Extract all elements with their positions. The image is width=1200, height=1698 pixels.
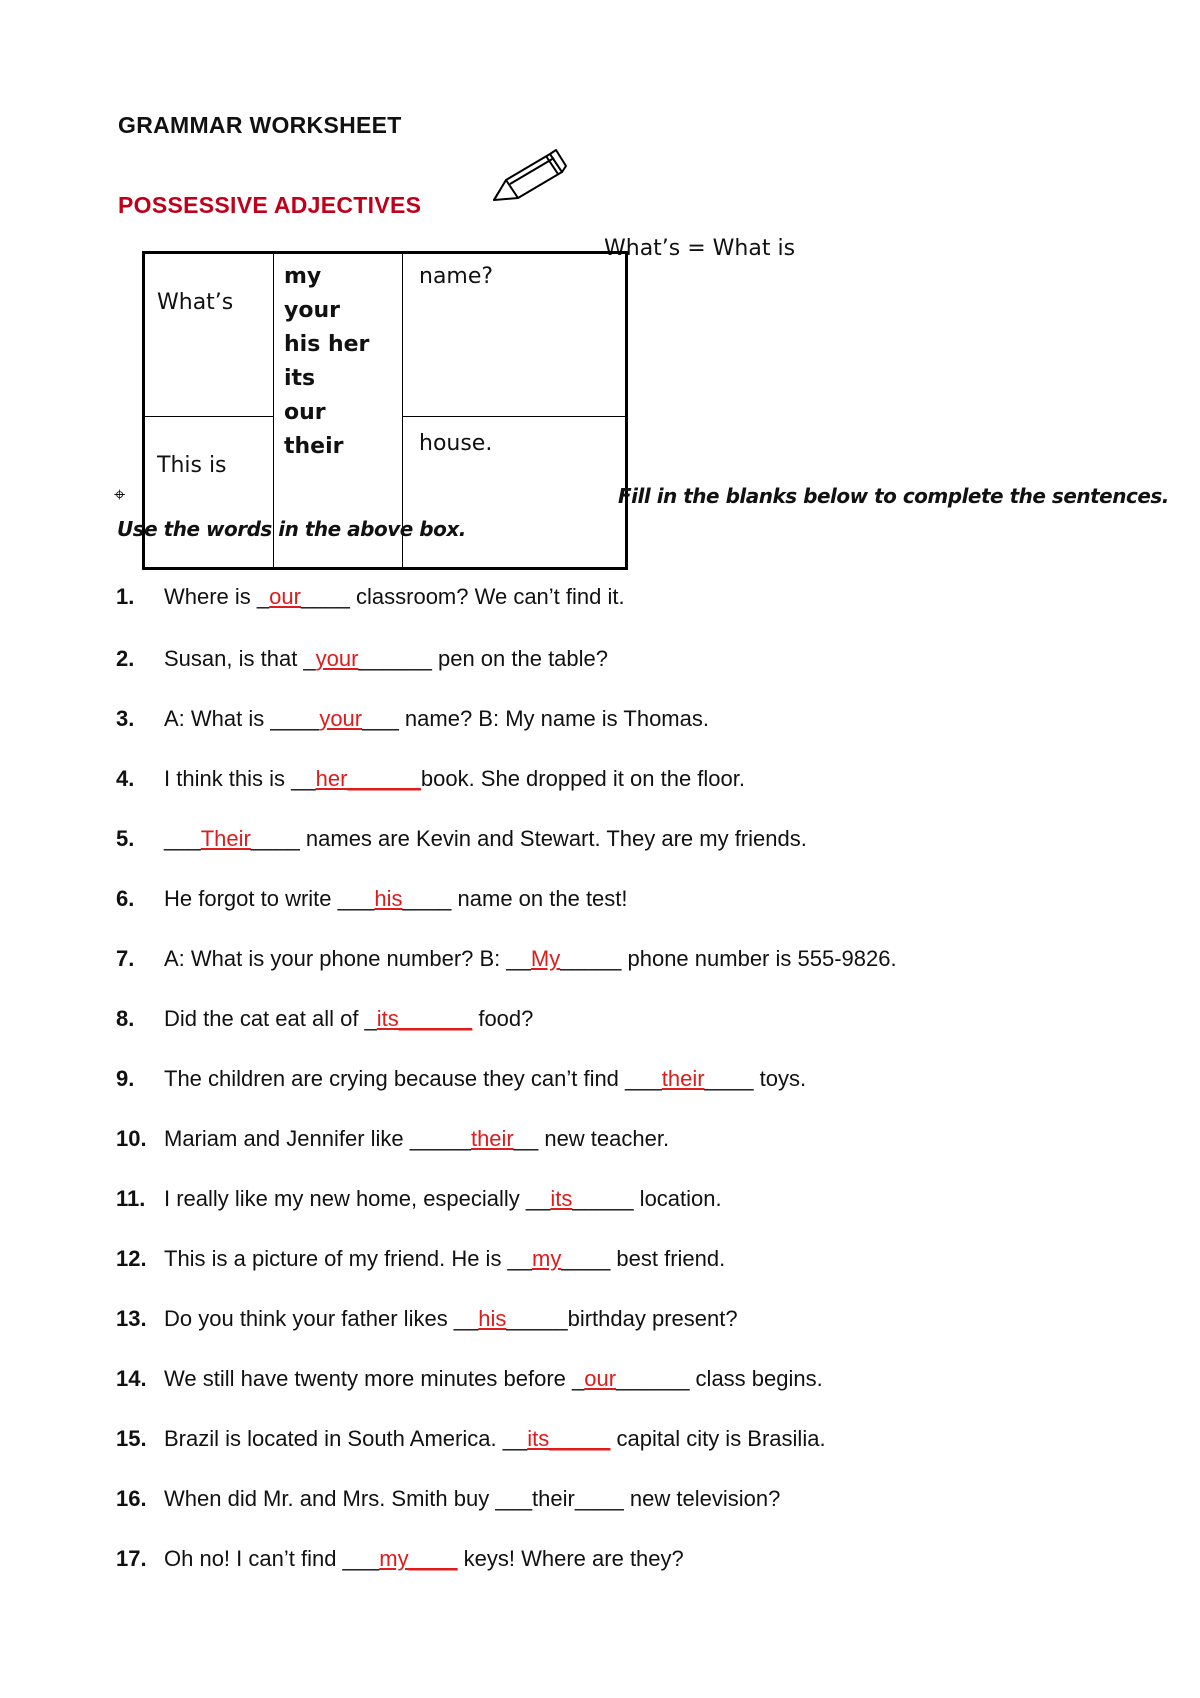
question-text-before: Susan, is that _ — [164, 646, 316, 671]
question-text-after: _____ phone number is 555-9826. — [560, 946, 897, 971]
answer-text: its______ — [376, 1006, 473, 1031]
question-item — [116, 766, 745, 792]
question-text-after: _____birthday present? — [506, 1306, 738, 1331]
answer-text: their — [470, 1126, 514, 1151]
question-text-before: This is a picture of my friend. He is __ — [164, 1246, 533, 1271]
question-text-before: Brazil is located in South America. __ — [164, 1426, 528, 1451]
question-item — [116, 886, 628, 912]
question-text-after: keys! Where are they? — [457, 1546, 684, 1571]
question-number: 8. — [116, 1006, 135, 1031]
question-number: 2. — [116, 646, 135, 671]
question-item — [116, 1066, 806, 1092]
answer-text: our — [584, 1366, 617, 1391]
question-item — [116, 1366, 823, 1392]
worksheet-title: GRAMMAR WORKSHEET — [118, 112, 402, 138]
bullet-icon: ⌖ — [114, 484, 126, 506]
box-row2-left: This is — [144, 417, 274, 569]
question-item — [116, 1246, 725, 1272]
question-item — [116, 646, 608, 672]
contraction-note: What’s = What is — [604, 236, 796, 261]
answer-text: your — [319, 706, 363, 731]
question-number: 13. — [116, 1306, 147, 1331]
question-text-before: He forgot to write ___ — [164, 886, 375, 911]
answer-text: his — [478, 1306, 507, 1331]
question-text-before: Do you think your father likes __ — [164, 1306, 479, 1331]
question-number: 10. — [116, 1126, 147, 1151]
box-row1-right: name? — [403, 253, 627, 417]
answer-text: your — [315, 646, 359, 671]
question-text-before: A: What is ____ — [164, 706, 320, 731]
question-text-before: Mariam and Jennifer like _____ — [164, 1126, 471, 1151]
question-number: 5. — [116, 826, 135, 851]
answer-text: Their — [200, 826, 251, 851]
answer-text: our — [269, 584, 301, 609]
adjective: your — [284, 298, 340, 323]
question-text-after: ____ toys. — [704, 1066, 807, 1091]
question-item — [116, 1546, 684, 1572]
question-number: 14. — [116, 1366, 147, 1391]
question-number: 9. — [116, 1066, 135, 1091]
question-number: 4. — [116, 766, 135, 791]
question-item — [116, 1006, 533, 1032]
question-text-after: ______ class begins. — [616, 1366, 823, 1391]
box-row1-left: What’s — [144, 253, 274, 417]
question-text-after: ______ pen on the table? — [358, 646, 609, 671]
answer-text: my — [532, 1246, 562, 1271]
pencil-icon — [488, 146, 572, 210]
adjective: our — [284, 400, 326, 425]
answer-text: her______ — [315, 766, 421, 791]
worksheet-subtitle: POSSESSIVE ADJECTIVES — [118, 192, 422, 218]
question-item — [116, 1426, 826, 1452]
question-text-before: A: What is your phone number? B: __ — [164, 946, 531, 971]
instructions-line2: Use the words in the above box. — [117, 517, 466, 541]
question-item — [116, 1186, 722, 1212]
question-text-after: food? — [472, 1006, 534, 1031]
question-item — [116, 706, 709, 732]
adjective: his her — [284, 332, 370, 357]
question-text-before: The children are crying because they can’t find ___ — [164, 1066, 662, 1091]
question-number: 7. — [116, 946, 135, 971]
question-number: 12. — [116, 1246, 147, 1271]
question-text-before: ___ — [164, 826, 201, 851]
question-text-after: ____ classroom? We can’t find it. — [300, 584, 625, 609]
instructions-line1: Fill in the blanks below to complete the sentences. — [618, 484, 1169, 508]
question-text-after: capital city is Brasilia. — [610, 1426, 826, 1451]
question-text-before: When did Mr. and Mrs. Smith buy ___their____ new television? — [164, 1486, 781, 1511]
answer-text: its — [550, 1186, 573, 1211]
question-text-after: ____ names are Kevin and Stewart. They are my friends. — [250, 826, 807, 851]
adjective: its — [284, 366, 316, 391]
question-text-before: We still have twenty more minutes before _ — [164, 1366, 585, 1391]
adjective: their — [284, 434, 344, 459]
question-number: 1. — [116, 584, 135, 609]
question-text-before: I think this is __ — [164, 766, 316, 791]
answer-text: their — [661, 1066, 705, 1091]
question-item — [116, 1486, 780, 1512]
question-text-after: __ new teacher. — [513, 1126, 670, 1151]
question-number: 11. — [116, 1186, 146, 1211]
question-text-before: Did the cat eat all of _ — [164, 1006, 377, 1031]
answer-text: my____ — [379, 1546, 458, 1571]
question-item — [116, 584, 625, 610]
question-item — [116, 1306, 738, 1332]
question-number: 6. — [116, 886, 135, 911]
question-text-after: ____ name on the test! — [402, 886, 628, 911]
question-number: 15. — [116, 1426, 147, 1451]
question-text-before: Where is _ — [164, 584, 270, 609]
question-text-after: _____ location. — [572, 1186, 722, 1211]
question-number: 3. — [116, 706, 135, 731]
question-item — [116, 946, 897, 972]
question-item — [116, 1126, 669, 1152]
question-number: 16. — [116, 1486, 147, 1511]
question-text-after: ____ best friend. — [561, 1246, 726, 1271]
box-row2-right: house. — [403, 417, 627, 569]
question-text-after: book. She dropped it on the floor. — [420, 766, 745, 791]
question-item — [116, 826, 807, 852]
answer-text: his — [374, 886, 403, 911]
question-number: 17. — [116, 1546, 147, 1571]
adjective: my — [284, 264, 322, 289]
answer-text: My — [530, 946, 561, 971]
question-text-after: ___ name? B: My name is Thomas. — [362, 706, 709, 731]
question-text-before: I really like my new home, especially __ — [164, 1186, 551, 1211]
answer-text: its_____ — [527, 1426, 611, 1451]
question-text-before: Oh no! I can’t find ___ — [164, 1546, 380, 1571]
